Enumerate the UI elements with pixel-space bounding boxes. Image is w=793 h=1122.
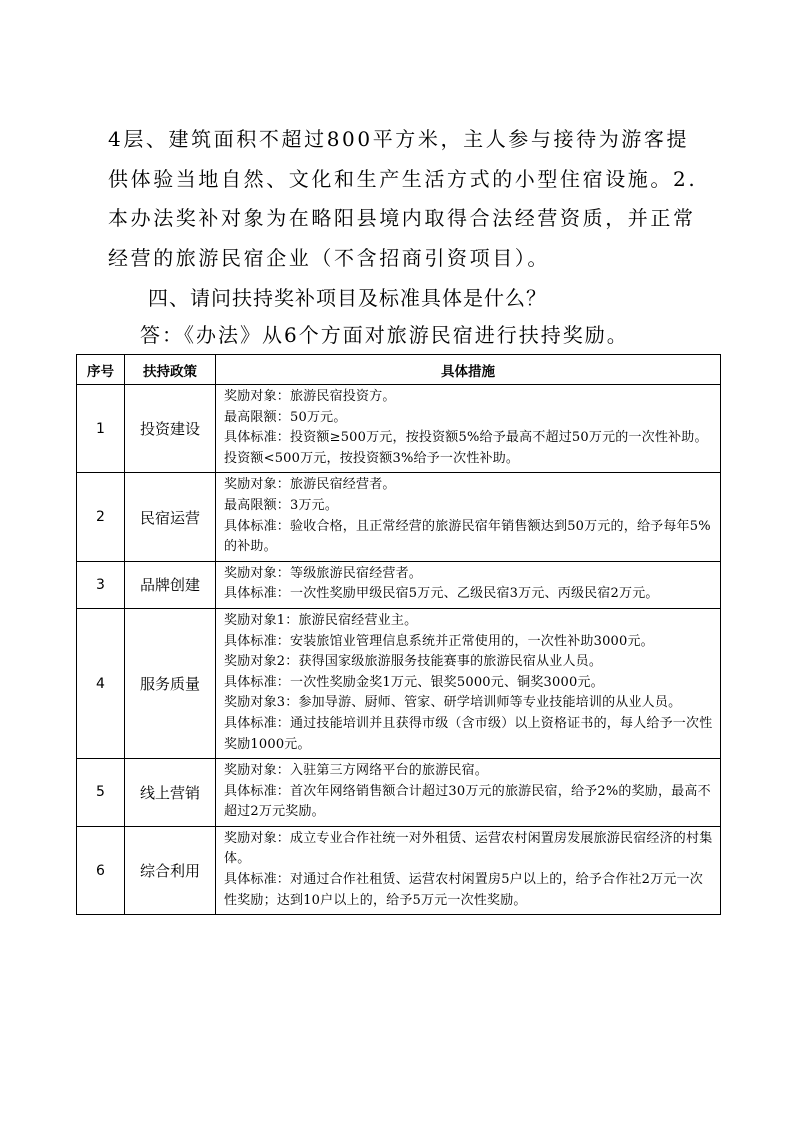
section-heading: 四、请问扶持奖补项目及标准具体是什么？	[148, 286, 547, 310]
measure-line: 最高限额：3万元。	[224, 497, 339, 513]
row-measures	[216, 826, 721, 914]
policy-table	[76, 354, 721, 915]
row-number: 4	[77, 608, 125, 758]
row-measures	[216, 473, 721, 561]
measure-line: 奖励对象：成立专业合作社统一对外租赁、运营农村闲置房发展旅游民宿经济的村集体。	[224, 830, 713, 867]
row-number: 6	[77, 826, 125, 914]
row-measures	[216, 608, 721, 758]
measure-line: 具体标准：一次性奖励甲级民宿5万元、乙级民宿3万元、丙级民宿2万元。	[224, 586, 659, 602]
table-row	[77, 473, 721, 561]
row-number: 3	[77, 561, 125, 608]
row-measures	[216, 561, 721, 608]
table-row	[77, 759, 721, 827]
row-measures	[216, 759, 721, 827]
measure-line: 最高限额：50万元。	[224, 409, 347, 425]
row-category: 品牌创建	[125, 561, 216, 608]
measure-line: 奖励对象：等级旅游民宿经营者。	[224, 565, 423, 581]
measure-line: 奖励对象：旅游民宿投资方。	[224, 389, 396, 404]
measure-line: 具体标准：通过技能培训并且获得市级（含市级）以上资格证书的，每人给予一次性奖励1000元。	[224, 715, 713, 752]
answer-text: 答：《办法》从6个方面对旅游民宿进行扶持奖励。	[140, 323, 629, 347]
table-header-row	[77, 355, 721, 385]
measure-line: 具体标准：投资额≥500万元，按投资额5%给予最高不超过50万元的一次性补助。投资额<500万元，按投资额3%给予一次性补助。	[224, 430, 708, 466]
measure-line: 具体标准：一次性奖励金奖1万元、银奖5000元、铜奖3000元。	[224, 674, 604, 690]
measure-line: 奖励对象1：旅游民宿经营业主。	[224, 612, 418, 628]
row-number: 2	[77, 473, 125, 561]
row-category: 线上营销	[125, 759, 216, 827]
measure-line: 奖励对象：入驻第三方网络平台的旅游民宿。	[224, 763, 489, 779]
row-category: 综合利用	[125, 826, 216, 914]
measure-line: 具体标准：安装旅馆业管理信息系统并正常使用的，一次性补助3000元。	[224, 633, 654, 649]
row-number: 5	[77, 759, 125, 827]
header-policy: 扶持政策	[125, 355, 216, 385]
row-measures	[216, 385, 721, 473]
row-category: 服务质量	[125, 608, 216, 758]
header-measures: 具体措施	[216, 355, 721, 385]
measure-line: 奖励对象2：获得国家级旅游服务技能赛事的旅游民宿从业人员。	[224, 654, 603, 670]
row-category: 民宿运营	[125, 473, 216, 561]
body-paragraph: 4层、建筑面积不超过800平方米，主人参与接待为游客提供体验当地自然、文化和生产生活方式的小型住宿设施。2.本办法奖补对象为在略阳县境内取得合法经营资质，并正常经营的旅游民宿企业（不含招商引资项目）。	[108, 127, 698, 270]
table-row	[77, 826, 721, 914]
table-row	[77, 608, 721, 758]
header-number: 序号	[77, 355, 125, 385]
measure-line: 具体标准：对通过合作社租赁、运营农村闲置房5户以上的，给予合作社2万元一次性奖励；达到10户以上的，给予5万元一次性奖励。	[224, 872, 703, 908]
measure-line: 具体标准：验收合格，且正常经营的旅游民宿年销售额达到50万元的，给予每年5%的补助。	[224, 518, 711, 555]
measure-line: 具体标准：首次年网络销售额合计超过30万元的旅游民宿，给予2%的奖励，最高不超过2万元奖励。	[224, 783, 711, 820]
row-number: 1	[77, 385, 125, 473]
table-row	[77, 561, 721, 608]
table-row	[77, 385, 721, 473]
measure-line: 奖励对象：旅游民宿经营者。	[224, 477, 396, 493]
row-category: 投资建设	[125, 385, 216, 473]
measure-line: 奖励对象3：参加导游、厨师、管家、研学培训师等专业技能培训的从业人员。	[224, 695, 682, 711]
